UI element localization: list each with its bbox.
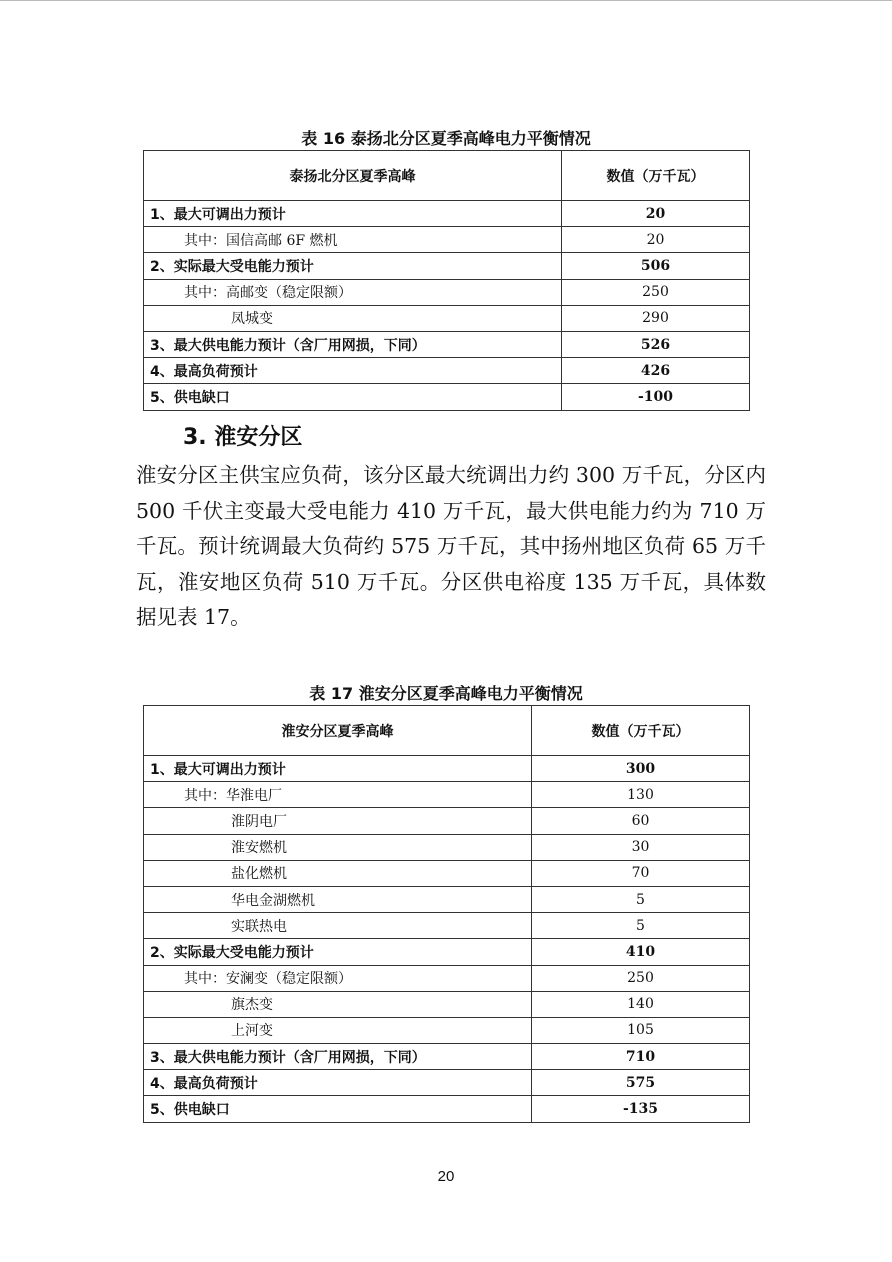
table-row <box>144 782 750 808</box>
section-heading: 3. 淮安分区 <box>183 425 303 450</box>
row-value: 290 <box>562 305 750 331</box>
row-value: 70 <box>532 860 750 886</box>
row-value: 30 <box>532 834 750 860</box>
table-row <box>144 253 750 279</box>
table-16 <box>143 150 750 411</box>
table-row <box>144 860 750 886</box>
table-header-label: 淮安分区夏季高峰 <box>144 706 532 756</box>
row-value: 526 <box>562 331 750 357</box>
row-label: 3、最大供电能力预计（含厂用网损，下同） <box>144 1044 532 1070</box>
row-label: 凤城变 <box>144 305 562 331</box>
row-value: -135 <box>532 1096 750 1122</box>
row-label: 4、最高负荷预计 <box>144 358 562 384</box>
table-17-caption: 表 17 淮安分区夏季高峰电力平衡情况 <box>309 684 583 703</box>
table-row <box>144 1096 750 1122</box>
table-header-value: 数值（万千瓦） <box>532 706 750 756</box>
table-row <box>144 201 750 227</box>
row-value: 60 <box>532 808 750 834</box>
row-value: 250 <box>532 965 750 991</box>
table-row <box>144 965 750 991</box>
row-value: 710 <box>532 1044 750 1070</box>
page-top-border <box>0 0 892 1</box>
row-value: 105 <box>532 1017 750 1043</box>
row-label: 5、供电缺口 <box>144 1096 532 1122</box>
row-value: 140 <box>532 991 750 1017</box>
row-value: 506 <box>562 253 750 279</box>
table-row <box>144 279 750 305</box>
row-value: 575 <box>532 1070 750 1096</box>
table-row <box>144 834 750 860</box>
table-16-caption: 表 16 泰扬北分区夏季高峰电力平衡情况 <box>301 129 591 148</box>
row-value: 426 <box>562 358 750 384</box>
table-header-row <box>144 151 750 201</box>
row-label: 实联热电 <box>144 913 532 939</box>
table-row <box>144 1017 750 1043</box>
row-label: 1、最大可调出力预计 <box>144 756 532 782</box>
table-17 <box>143 705 750 1123</box>
body-paragraph: 淮安分区主供宝应负荷，该分区最大统调出力约 300 万千瓦，分区内 500 千伏主变最大受电能力 410 万千瓦，最大供电能力约为 710 万千瓦。预计统调最大负荷约 575 万千瓦，其中扬州地区负荷 65 万千瓦，淮安地区负荷 510 万千瓦。分区供电裕度 135 万千瓦，具体数据见表 17。 <box>136 463 766 629</box>
table-row <box>144 1044 750 1070</box>
row-label: 其中：安澜变（稳定限额） <box>144 965 532 991</box>
table-header-label: 泰扬北分区夏季高峰 <box>144 151 562 201</box>
row-label: 上河变 <box>144 1017 532 1043</box>
row-value: 5 <box>532 886 750 912</box>
row-value: 5 <box>532 913 750 939</box>
row-value: 20 <box>562 201 750 227</box>
row-label: 其中：高邮变（稳定限额） <box>144 279 562 305</box>
row-label: 4、最高负荷预计 <box>144 1070 532 1096</box>
table-row <box>144 939 750 965</box>
row-value: -100 <box>562 384 750 410</box>
table-header-row <box>144 706 750 756</box>
page-number: 20 <box>437 1168 455 1185</box>
row-value: 20 <box>562 227 750 253</box>
row-label: 盐化燃机 <box>144 860 532 886</box>
table-row <box>144 913 750 939</box>
row-label: 3、最大供电能力预计（含厂用网损，下同） <box>144 331 562 357</box>
table-row <box>144 808 750 834</box>
table-row <box>144 886 750 912</box>
row-label: 淮阴电厂 <box>144 808 532 834</box>
table-row <box>144 305 750 331</box>
table-row <box>144 1070 750 1096</box>
row-label: 其中：国信高邮 6F 燃机 <box>144 227 562 253</box>
table-row <box>144 991 750 1017</box>
table-row <box>144 331 750 357</box>
row-label: 2、实际最大受电能力预计 <box>144 939 532 965</box>
table-row <box>144 358 750 384</box>
row-value: 130 <box>532 782 750 808</box>
row-label: 1、最大可调出力预计 <box>144 201 562 227</box>
row-value: 300 <box>532 756 750 782</box>
table-header-value: 数值（万千瓦） <box>562 151 750 201</box>
table-row <box>144 756 750 782</box>
table-row <box>144 227 750 253</box>
row-label: 华电金湖燃机 <box>144 886 532 912</box>
row-label: 旗杰变 <box>144 991 532 1017</box>
row-value: 410 <box>532 939 750 965</box>
row-label: 2、实际最大受电能力预计 <box>144 253 562 279</box>
row-label: 淮安燃机 <box>144 834 532 860</box>
row-label: 5、供电缺口 <box>144 384 562 410</box>
row-label: 其中：华淮电厂 <box>144 782 532 808</box>
row-value: 250 <box>562 279 750 305</box>
table-row <box>144 384 750 410</box>
